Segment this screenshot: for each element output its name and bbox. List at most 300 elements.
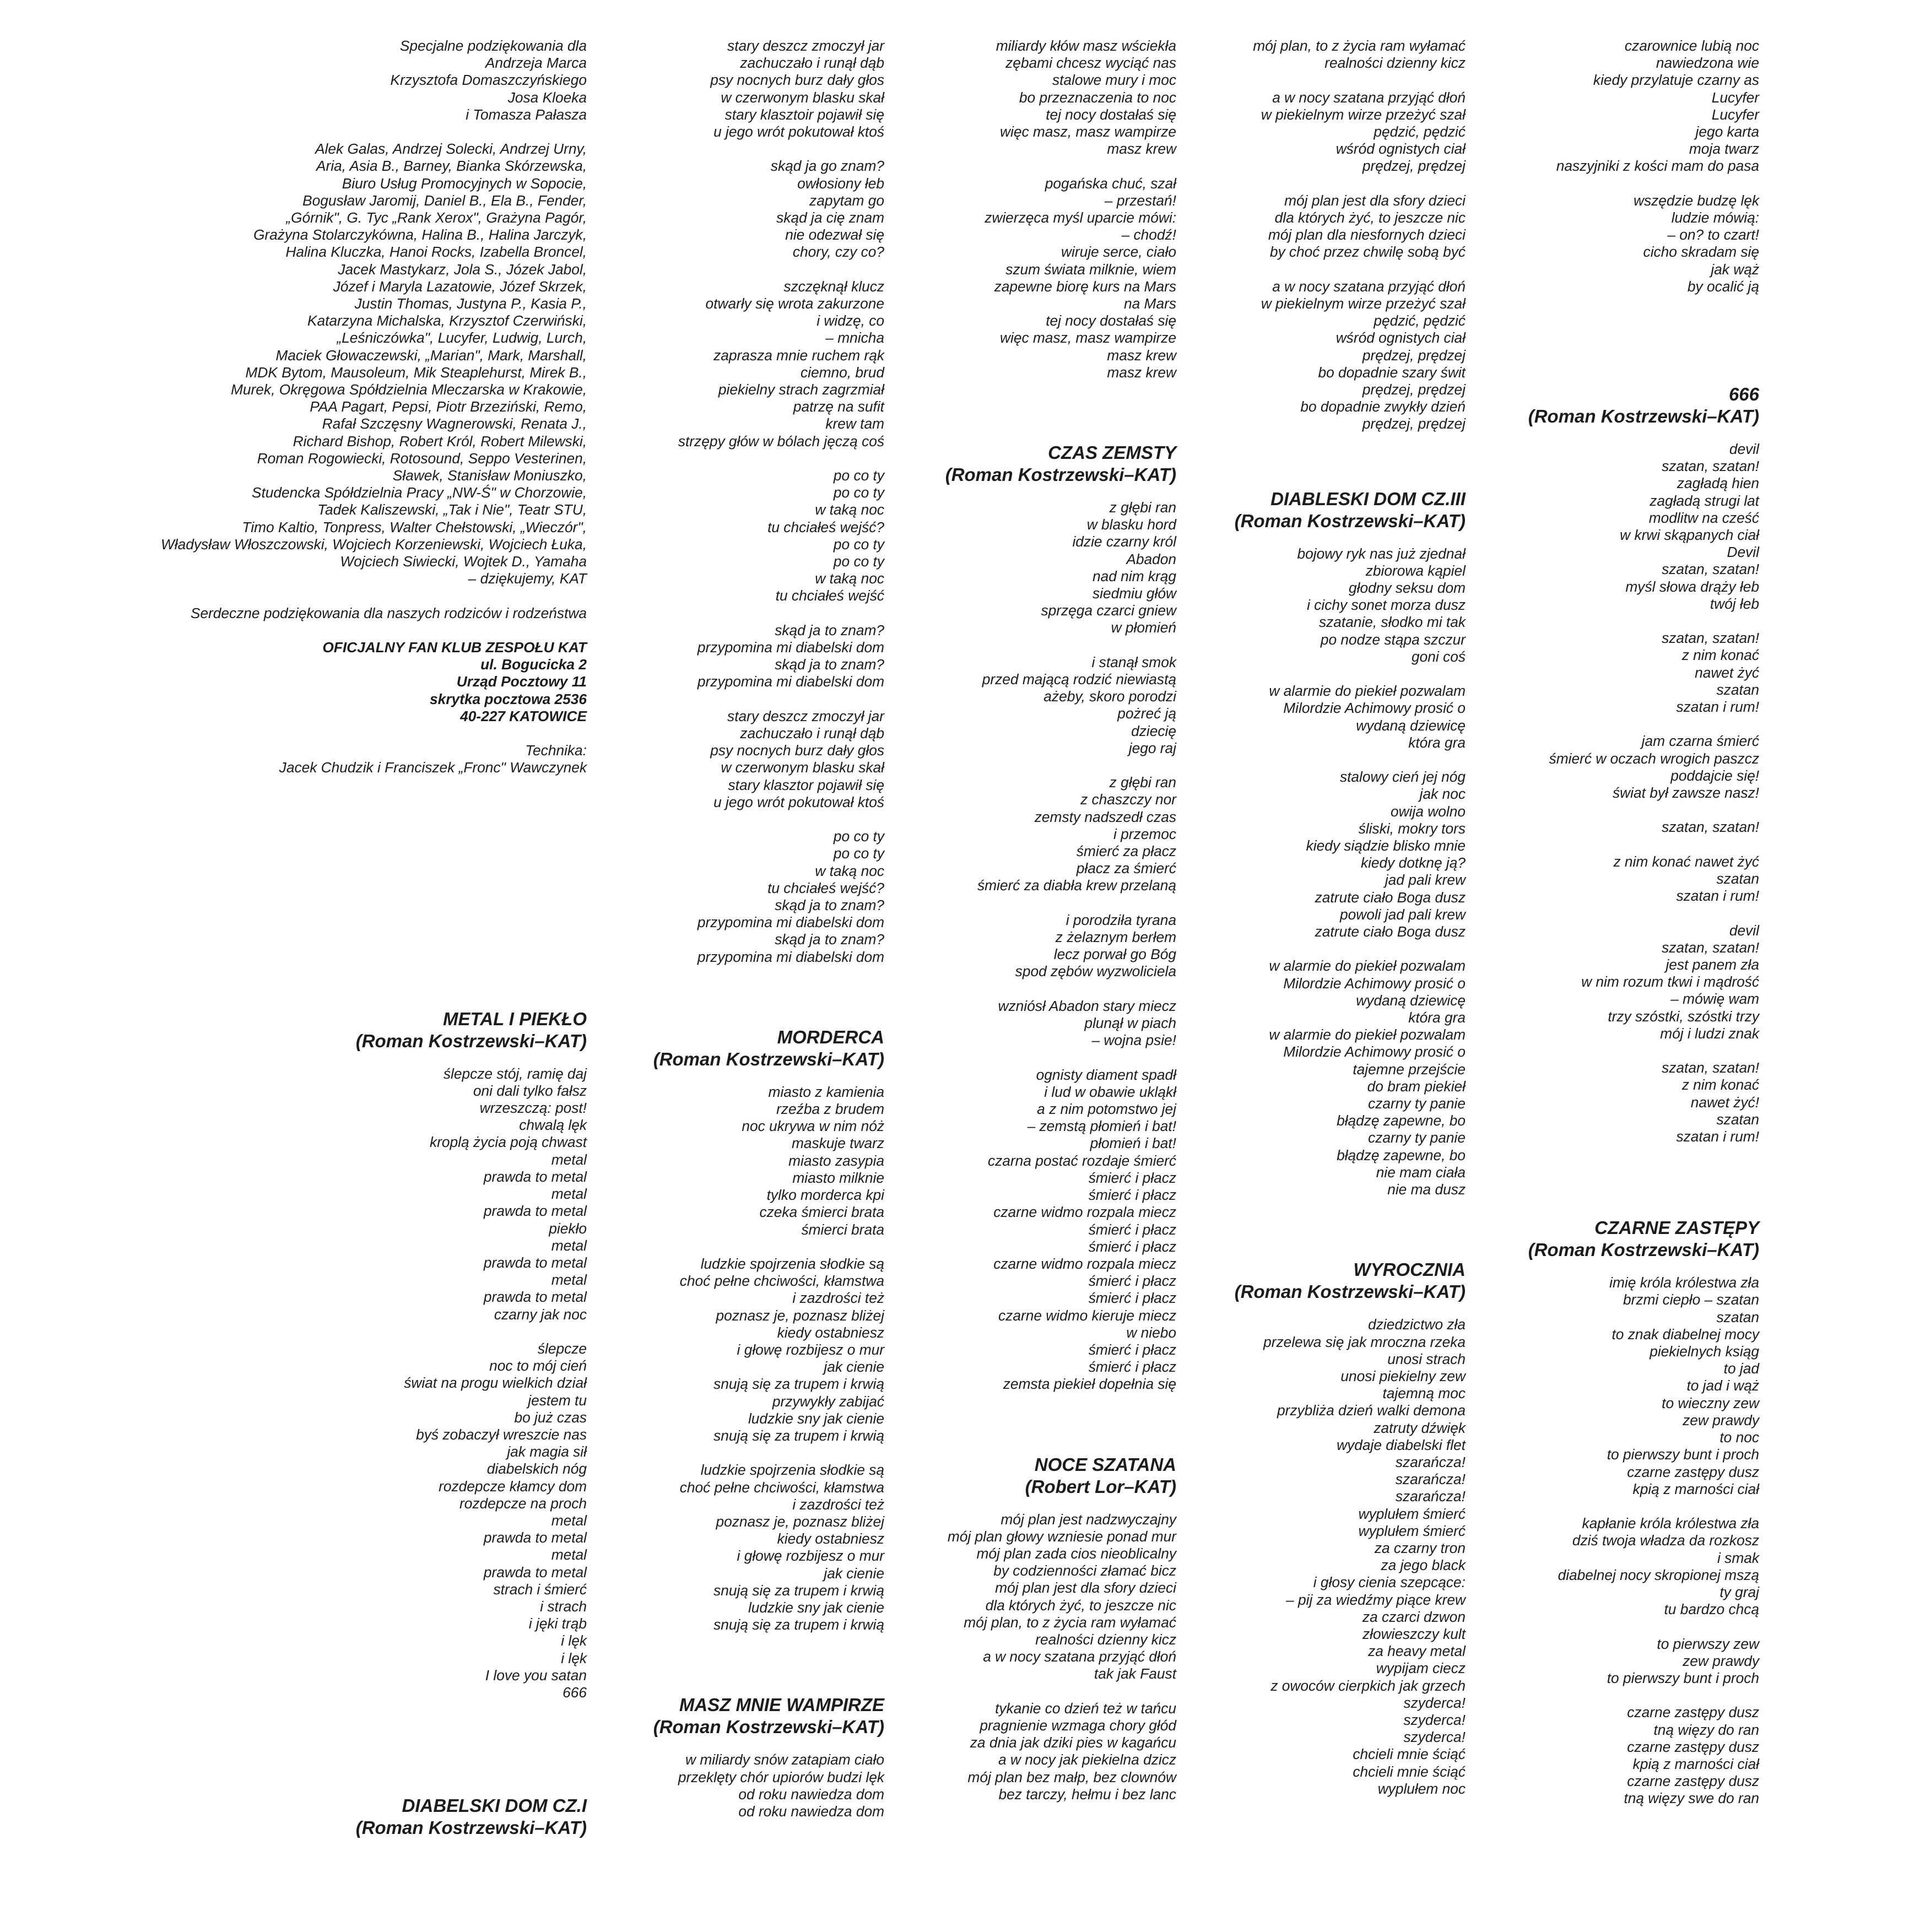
text-line: tej nocy dostałaś się xyxy=(1046,106,1176,123)
text-line: cicho skradam się xyxy=(1643,243,1759,261)
text-line: zew prawdy xyxy=(1683,1652,1759,1669)
text-line: Milordzie Achimowy prosić o xyxy=(1283,1043,1466,1060)
text-line: chcieli mnie ściąć xyxy=(1353,1746,1466,1763)
text-line: stary klasztor pojawił się xyxy=(728,776,884,793)
text-line: do bram piekieł xyxy=(1367,1078,1466,1095)
text-stanza xyxy=(887,912,1176,981)
text-line: metal xyxy=(551,1237,587,1254)
text-line: stary klasztoir pojawił się xyxy=(724,106,884,123)
text-line: maskuje twarz xyxy=(791,1135,884,1152)
text-line: jak magia sił xyxy=(507,1443,587,1460)
text-line: więc masz, masz wampirze xyxy=(999,123,1176,140)
song-name: MORDERCA xyxy=(777,1026,884,1047)
stanza-gap xyxy=(601,1444,884,1462)
text-line: mój i ludzi znak xyxy=(1660,1025,1759,1042)
text-line: szatan i rum! xyxy=(1676,887,1759,905)
text-line: a w nocy szatana przyjąć dłoń xyxy=(1272,278,1466,295)
text-line: wydaną dziewicę xyxy=(1356,992,1466,1009)
text-line: mój plan bez małp, bez clownów xyxy=(967,1768,1176,1785)
text-line: tykanie co dzień też w tańcu xyxy=(995,1700,1176,1717)
text-line: mój plan zada cios nieoblicalny xyxy=(976,1545,1176,1562)
text-line: zachuczało i runął dąb xyxy=(740,725,884,742)
text-line: metal xyxy=(551,1186,587,1203)
text-line: zębami chcesz wyciąć nas xyxy=(1005,55,1176,72)
song-title xyxy=(601,1694,884,1738)
text-line: która gra xyxy=(1408,1009,1466,1026)
title-gap xyxy=(601,1070,884,1084)
text-line: PAA Pagart, Pepsi, Piotr Brzeziński, Remo, xyxy=(310,398,587,415)
text-line: Andrzeja Marca xyxy=(485,55,587,72)
text-line: ludzie mówią: xyxy=(1671,209,1759,226)
text-line: ślepcze stój, ramię daj xyxy=(443,1065,587,1082)
text-line: Maciek Głowaczewski, „Marian", Mark, Marshall, xyxy=(275,347,587,364)
text-line: – przestań! xyxy=(1104,192,1176,209)
text-line: prędzej, prędzej xyxy=(1362,347,1466,364)
song-author: (Roman Kostrzewski–KAT) xyxy=(355,1030,587,1051)
text-stanza xyxy=(887,774,1176,894)
text-line: i smak xyxy=(1717,1549,1759,1566)
text-line: Lucyfer xyxy=(1711,106,1759,123)
text-line: Sławek, Stanisław Moniuszko, xyxy=(392,467,587,484)
text-line: piekielnych ksiąg xyxy=(1650,1343,1759,1360)
text-line: na Mars xyxy=(1124,295,1176,312)
text-stanza xyxy=(601,708,884,811)
text-line: bo dopadnie szary świt xyxy=(1318,364,1466,381)
text-line: choć pełne chciwości, kłamstwa xyxy=(679,1273,884,1290)
text-line: bo przeznaczenia to noc xyxy=(1019,89,1176,106)
song-title xyxy=(66,1795,587,1839)
text-line: szatan, szatan! xyxy=(1662,939,1759,956)
text-line: skąd ja to znam? xyxy=(775,897,884,914)
text-line: przypomina mi diabelski dom xyxy=(697,948,884,965)
text-stanza xyxy=(1179,37,1466,72)
text-line: czeka śmierci brata xyxy=(759,1204,884,1221)
text-line: i głowę rozbijesz o mur xyxy=(737,1341,884,1358)
stanza-gap xyxy=(1468,175,1759,192)
text-stanza xyxy=(1468,922,1759,1042)
text-line: zaprasza mnie ruchem rąk xyxy=(713,347,884,364)
stanza-gap xyxy=(66,123,587,140)
title-gap xyxy=(66,1052,587,1065)
column-credits xyxy=(66,0,587,1932)
stanza-gap xyxy=(1468,613,1759,630)
text-line: Tadek Kaliszewski, „Tak i Nie", Teatr STU, xyxy=(317,501,587,518)
text-line: to pierwszy bunt i proch xyxy=(1607,1669,1759,1686)
text-line: w czerwonym blasku skał xyxy=(721,759,884,776)
stanza-gap xyxy=(1468,905,1759,922)
text-line: z głębi ran xyxy=(1109,774,1176,791)
text-line: zachuczało i runął dąb xyxy=(740,55,884,72)
text-line: Biuro Usług Promocyjnych w Sopocie, xyxy=(342,175,587,192)
text-line: i głowę rozbijesz o mur xyxy=(737,1547,884,1565)
text-line: OFICJALNY FAN KLUB ZESPOŁU KAT xyxy=(322,639,587,656)
text-line: Grażyna Stolarczykówna, Halina B., Halina Jarczyk, xyxy=(253,226,587,243)
text-line: w taką noc xyxy=(815,862,884,879)
text-line: śmierć za płacz xyxy=(1076,843,1176,860)
text-line: Urząd Pocztowy 11 xyxy=(456,673,587,690)
text-line: szum świata milknie, wiem xyxy=(1005,261,1176,278)
text-line: tu chciałeś wejść? xyxy=(767,879,884,896)
title-gap xyxy=(1468,427,1759,441)
text-stanza xyxy=(1468,1274,1759,1498)
text-line: a w nocy szatana przyjąć dłoń xyxy=(983,1648,1176,1665)
section-gap xyxy=(1468,295,1759,383)
text-line: byś zobaczył wreszcie nas xyxy=(416,1426,587,1443)
text-line: ślepcze xyxy=(537,1340,587,1357)
text-line: szatan, szatan! xyxy=(1662,630,1759,647)
text-line: tu chciałeś wejść? xyxy=(767,518,884,535)
text-line: stalowy cień jej nóg xyxy=(1339,769,1466,786)
text-line: mój plan, to z życia ram wyłamać xyxy=(964,1614,1176,1631)
text-line: świat na progu wielkich dział xyxy=(404,1374,587,1392)
text-line: dla których żyć, to jeszcze nic xyxy=(1274,209,1466,226)
text-line: z żelaznym berłem xyxy=(1055,929,1176,946)
text-line: wydaną dziewicę xyxy=(1356,717,1466,734)
text-line: w czerwonym blasku skał xyxy=(721,89,884,106)
text-line: szatanie, słodko mi tak xyxy=(1318,614,1466,631)
text-line: – mówię wam xyxy=(1670,991,1759,1008)
text-line: śmierci brata xyxy=(801,1221,884,1238)
song-title xyxy=(887,442,1176,486)
text-line: to jad i wąż xyxy=(1686,1377,1759,1394)
text-line: z chaszczy nor xyxy=(1080,791,1176,808)
text-line: masz krew xyxy=(1107,347,1176,364)
text-line: szyderca! xyxy=(1403,1729,1466,1746)
text-line: skrytka pocztowa 2536 xyxy=(429,690,587,707)
stanza-gap xyxy=(601,1238,884,1255)
text-line: i głosy cienia szepcące: xyxy=(1313,1574,1466,1591)
text-line: tajemną moc xyxy=(1382,1385,1466,1402)
text-line: spod zębów wyzwoliciela xyxy=(1015,963,1176,980)
text-line: jego karta xyxy=(1695,123,1759,140)
text-line: Milordzie Achimowy prosić o xyxy=(1283,975,1466,992)
text-line: czarne widmo kieruje miecz xyxy=(998,1307,1176,1324)
song-author: (Roman Kostrzewski–KAT) xyxy=(653,1048,884,1069)
text-line: sprzęga czarci gniew xyxy=(1041,602,1176,619)
text-line: trzy szóstki, szóstki trzy xyxy=(1608,1008,1759,1025)
text-stanza xyxy=(601,1751,884,1820)
stanza-gap xyxy=(601,691,884,708)
text-line: kiedy dotknę ją? xyxy=(1360,854,1466,872)
text-line: szatan, szatan! xyxy=(1662,458,1759,475)
text-stanza xyxy=(1179,89,1466,175)
text-line: metal xyxy=(551,1271,587,1289)
text-line: zew prawdy xyxy=(1683,1411,1759,1428)
text-line: poznasz je, poznasz bliżej xyxy=(716,1307,884,1324)
text-line: szyderca! xyxy=(1403,1694,1466,1711)
title-gap xyxy=(1179,532,1466,545)
text-line: za dnia jak dziki pies w kagańcu xyxy=(970,1734,1176,1751)
text-line: Jacek Chudzik i Franciszek „Fronc" Wawczynek xyxy=(279,759,587,776)
song-name: METAL I PIEKŁO xyxy=(443,1008,587,1029)
section-gap xyxy=(66,1701,587,1795)
text-line: czarny ty panie xyxy=(1368,1129,1466,1146)
section-gap xyxy=(1179,433,1466,488)
text-line: a w nocy jak piekielna dzicz xyxy=(998,1751,1176,1768)
text-line: devil xyxy=(1729,441,1759,458)
text-line: i widzę, co xyxy=(816,312,884,329)
text-line: czarne zastępy dusz xyxy=(1627,1738,1759,1755)
text-line: w płomień xyxy=(1111,619,1176,636)
text-line: zatruty dźwięk xyxy=(1374,1419,1466,1436)
song-name: WYROCZNIA xyxy=(1353,1259,1466,1280)
stanza-gap xyxy=(887,981,1176,998)
song-title xyxy=(1179,488,1466,532)
text-line: kiedy ostabniesz xyxy=(777,1324,884,1341)
text-line: twój łeb xyxy=(1710,595,1759,612)
stanza-gap xyxy=(1468,802,1759,819)
stanza-gap xyxy=(887,1049,1176,1066)
text-line: przypomina mi diabelski dom xyxy=(697,673,884,690)
text-stanza xyxy=(1468,630,1759,716)
text-line: Specjalne podziękowania dla xyxy=(399,37,587,54)
text-line: i zazdrości też xyxy=(792,1290,884,1307)
text-stanza xyxy=(1468,192,1759,295)
song-name: 666 xyxy=(1728,384,1759,405)
text-stanza xyxy=(1179,957,1466,1198)
song-title xyxy=(1468,1217,1759,1261)
text-line: snują się za trupem i krwią xyxy=(713,1616,884,1633)
stanza-gap xyxy=(1179,940,1466,957)
text-line: od roku nawiedza dom xyxy=(738,1803,884,1820)
text-line: by ocalić ją xyxy=(1687,278,1759,295)
text-line: siedmiu głów xyxy=(1092,585,1176,602)
text-line: szatan i rum! xyxy=(1676,699,1759,716)
text-line: od roku nawiedza dom xyxy=(738,1785,884,1803)
song-name: CZAS ZEMSTY xyxy=(1048,442,1176,463)
song-author: (Roman Kostrzewski–KAT) xyxy=(945,464,1176,485)
text-line: chory, czy co? xyxy=(792,243,884,261)
song-name: CZARNE ZASTĘPY xyxy=(1594,1217,1759,1238)
text-line: jak cienie xyxy=(824,1359,884,1376)
text-line: czarne widmo rozpala miecz xyxy=(993,1255,1176,1272)
text-line: czarownice lubią noc xyxy=(1624,37,1759,54)
text-stanza xyxy=(601,467,884,605)
text-line: – chodź! xyxy=(1121,226,1176,243)
text-line: która gra xyxy=(1408,734,1466,751)
text-line: – pij za wiedźmy piące krew xyxy=(1286,1591,1466,1608)
text-line: nie ma dusz xyxy=(1387,1181,1466,1198)
text-line: noc ukrywa w nim nóż xyxy=(742,1118,884,1135)
text-line: tej nocy dostałaś się xyxy=(1046,312,1176,329)
text-line: unosi strach xyxy=(1387,1350,1466,1367)
section-gap xyxy=(1468,1145,1759,1217)
column-lyrics-4 xyxy=(1179,0,1466,1932)
text-line: w niebo xyxy=(1126,1324,1176,1341)
text-line: Rafał Szczęsny Wagnerowski, Renata J., xyxy=(322,415,587,432)
text-line: za czarci dzwon xyxy=(1362,1608,1466,1625)
text-line: mój plan jest dla sfory dzieci xyxy=(1284,192,1466,209)
text-line: stary deszcz zmoczył jar xyxy=(727,707,884,724)
title-gap xyxy=(1179,1303,1466,1316)
text-line: poznasz je, poznasz bliżej xyxy=(716,1513,884,1530)
stanza-gap xyxy=(601,261,884,278)
text-line: wśród ognistych ciał xyxy=(1335,329,1466,347)
text-line: zagładą strugi lat xyxy=(1650,492,1759,509)
text-line: myśl słowa drąży łeb xyxy=(1625,578,1759,595)
song-author: (Roman Kostrzewski–KAT) xyxy=(1528,406,1759,427)
text-line: złowieszczy kult xyxy=(1362,1625,1466,1642)
text-line: Wojciech Siwiecki, Wojtek D., Yamaha xyxy=(340,553,587,570)
song-name: NOCE SZATANA xyxy=(1034,1454,1176,1475)
text-line: metal xyxy=(551,1512,587,1529)
text-line: a z nim potomstwo jej xyxy=(1037,1101,1176,1118)
text-line: bo już czas xyxy=(514,1409,587,1426)
text-line: Roman Rogowiecki, Rotosound, Seppo Vesterinen, xyxy=(257,450,587,467)
text-line: tną więzy do ran xyxy=(1653,1721,1759,1738)
stanza-gap xyxy=(66,1323,587,1340)
text-stanza xyxy=(1468,37,1759,175)
text-line: po co ty xyxy=(833,845,884,862)
text-line: skąd ja to znam? xyxy=(775,931,884,948)
text-stanza xyxy=(1179,278,1466,433)
text-line: kapłanie króla królestwa zła xyxy=(1582,1515,1759,1532)
text-line: nawet żyć! xyxy=(1690,1094,1759,1111)
text-stanza xyxy=(601,278,884,450)
text-line: rozdepcze na proch xyxy=(459,1495,587,1512)
text-stanza xyxy=(887,1700,1176,1803)
text-line: czarna postać rozdaje śmierć xyxy=(987,1152,1176,1169)
song-author: (Roman Kostrzewski–KAT) xyxy=(1234,1281,1466,1302)
stanza-gap xyxy=(887,1683,1176,1700)
text-line: Katarzyna Michalska, Krzysztof Czerwiński, xyxy=(307,312,587,329)
text-line: kiedy przylatuje czarny as xyxy=(1593,72,1759,89)
text-line: śmierć i płacz xyxy=(1088,1273,1176,1290)
text-line: szatan, szatan! xyxy=(1662,561,1759,578)
text-line: ognisty diament spadł xyxy=(1036,1066,1176,1083)
text-line: kroplą życia poją chwast xyxy=(429,1134,587,1151)
text-line: to znak diabelnej mocy xyxy=(1612,1325,1759,1343)
text-line: tną więzy swe do ran xyxy=(1624,1790,1759,1807)
text-stanza xyxy=(887,1067,1176,1393)
text-line: owija wolno xyxy=(1391,803,1466,820)
text-line: zagładą hien xyxy=(1677,475,1759,492)
text-line: Timo Kaltio, Tonpress, Walter Chełstowski, „Wieczór", xyxy=(242,518,587,535)
title-gap xyxy=(601,1738,884,1751)
text-line: to wieczny zew xyxy=(1662,1394,1759,1411)
text-line: przelewa się jak mroczna rzeka xyxy=(1263,1333,1466,1350)
text-line: przywykły zabijać xyxy=(772,1393,884,1410)
text-line: przybliża dzień walki demona xyxy=(1277,1402,1466,1419)
text-line: skąd ja to znam? xyxy=(775,656,884,673)
text-line: śmierć i płacz xyxy=(1088,1359,1176,1376)
text-line: czarny jak noc xyxy=(494,1306,587,1323)
text-line: Technika: xyxy=(525,742,587,759)
text-line: tu chciałeś wejść xyxy=(775,587,884,604)
stanza-gap xyxy=(1468,1042,1759,1059)
text-line: bez tarczy, hełmu i bez lanc xyxy=(998,1785,1176,1803)
text-line: jad pali krew xyxy=(1385,872,1466,889)
text-line: przed mającą rodzić niewiastą xyxy=(982,671,1176,688)
song-author: (Roman Kostrzewski–KAT) xyxy=(1234,510,1466,531)
text-line: szatan xyxy=(1716,1308,1759,1325)
text-stanza xyxy=(66,37,587,123)
text-stanza xyxy=(601,1462,884,1633)
text-stanza xyxy=(66,140,587,587)
text-line: u jego wrót pokutował ktoś xyxy=(713,123,884,140)
text-line: realności dzienny kicz xyxy=(1324,55,1466,72)
text-line: piekło xyxy=(549,1220,587,1237)
text-line: Milordzie Achimowy prosić o xyxy=(1283,700,1466,717)
text-line: zwierzęca myśl uparcie mówi: xyxy=(985,209,1176,226)
text-line: i lęk xyxy=(561,1649,587,1666)
text-line: wrzeszczą: post! xyxy=(479,1100,587,1117)
stanza-gap xyxy=(1468,1618,1759,1635)
text-line: miasto zasypia xyxy=(788,1152,884,1169)
text-line: śmierć w oczach wrogich paszcz xyxy=(1549,750,1759,767)
text-line: otwarły się wrota zakurzone xyxy=(705,295,884,312)
text-line: i porodziła tyrana xyxy=(1066,911,1176,928)
song-author: (Roman Kostrzewski–KAT) xyxy=(653,1717,884,1738)
text-line: dla których żyć, to jeszcze nic xyxy=(985,1597,1176,1614)
text-line: przypomina mi diabelski dom xyxy=(697,639,884,656)
text-line: tu bardzo chcą xyxy=(1664,1601,1759,1618)
text-stanza xyxy=(1468,853,1759,905)
text-line: pogańska chuć, szał xyxy=(1045,175,1176,192)
text-line: mój plan, to z życia ram wyłamać xyxy=(1253,37,1466,54)
text-stanza xyxy=(1468,441,1759,613)
text-line: jam czarna śmierć xyxy=(1641,733,1759,750)
text-line: idzie czarny król xyxy=(1072,533,1176,550)
text-line: i lęk xyxy=(561,1632,587,1649)
text-line: Abadon xyxy=(1126,550,1176,567)
text-line: i cichy sonet morza dusz xyxy=(1307,597,1466,614)
section-gap xyxy=(66,777,587,1008)
text-line: Justin Thomas, Justyna P., Kasia P., xyxy=(354,295,587,312)
text-line: – wojna psie! xyxy=(1091,1032,1176,1049)
text-line: masz krew xyxy=(1107,364,1176,381)
text-line: imię króla królestwa zła xyxy=(1609,1274,1759,1291)
text-line: metal xyxy=(551,1151,587,1168)
text-line: jestem tu xyxy=(528,1392,587,1409)
text-line: diabelskich nóg xyxy=(486,1460,587,1478)
text-line: – zemstą płomień i bat! xyxy=(1027,1118,1176,1135)
text-line: ul. Bogucicka 2 xyxy=(480,656,587,673)
fan-club-address xyxy=(66,639,587,725)
text-line: Krzysztofa Domaszczyńskiego xyxy=(390,72,587,89)
text-line: za czarny tron xyxy=(1374,1539,1466,1556)
text-line: tak jak Faust xyxy=(1094,1665,1176,1682)
text-line: skąd ja to znam? xyxy=(775,621,884,638)
text-line: Richard Bishop, Robert Król, Robert Milewski, xyxy=(293,432,587,450)
text-line: z głębi ran xyxy=(1109,499,1176,516)
stanza-gap xyxy=(1179,175,1466,192)
text-line: miliardy kłów masz wściekła xyxy=(996,37,1176,54)
text-stanza xyxy=(601,828,884,966)
song-name: DIABELSKI DOM CZ.I xyxy=(402,1795,587,1816)
text-line: nie odezwał się xyxy=(785,226,884,243)
text-line: by choć przez chwilę sobą być xyxy=(1269,243,1466,261)
text-line: po co ty xyxy=(833,535,884,553)
text-line: snują się za trupem i krwią xyxy=(713,1582,884,1599)
stanza-gap xyxy=(887,757,1176,774)
text-stanza xyxy=(887,37,1176,158)
stanza-gap xyxy=(601,811,884,828)
text-line: bo dopadnie zwykły dzień xyxy=(1300,398,1466,415)
song-author: (Roman Kostrzewski–KAT) xyxy=(1528,1240,1759,1260)
text-line: czarne zastępy dusz xyxy=(1627,1704,1759,1721)
stanza-gap xyxy=(887,895,1176,912)
text-line: strzępy głów w bólach jęczą coś xyxy=(678,432,884,450)
text-line: poddajcie się! xyxy=(1670,767,1759,784)
song-name: MASZ MNIE WAMPIRZE xyxy=(679,1695,884,1715)
text-line: więc masz, masz wampirze xyxy=(999,329,1176,347)
text-line: powoli jad pali krew xyxy=(1339,906,1466,923)
text-line: prawda to metal xyxy=(483,1563,587,1581)
text-line: jak noc xyxy=(1419,786,1466,803)
text-line: kiedy ostabniesz xyxy=(777,1530,884,1547)
text-stanza xyxy=(66,1065,587,1323)
